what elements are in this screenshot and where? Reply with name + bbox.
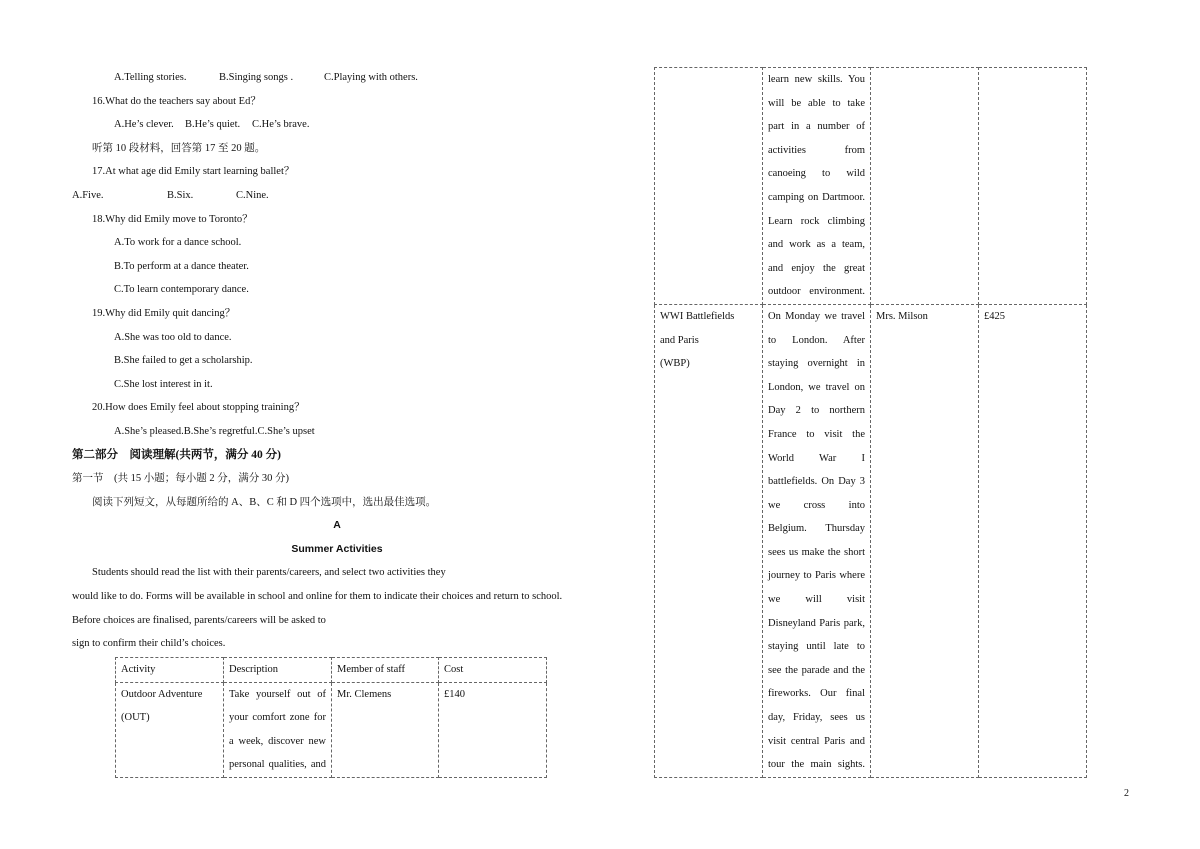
passage-letter: A <box>333 519 341 532</box>
staff-cell: Mr. Clemens <box>332 682 439 777</box>
cost-cell: £140 <box>439 682 547 777</box>
activities-table-continued <box>654 67 1087 778</box>
description-line: Day 2 to northern <box>768 405 865 417</box>
section-one-heading: 第一节 (共 15 小题；每小题 2 分，满分 30 分) <box>72 473 289 485</box>
intro-line: Students should read the list with their parents/careers, and select two activities they <box>92 567 446 579</box>
description-line: day, Friday, sees us <box>768 712 865 724</box>
activity-cell <box>655 304 763 777</box>
description-line: part in a number of <box>768 121 865 133</box>
description-cell <box>763 68 871 305</box>
option: C.To learn contemporary dance. <box>114 284 249 296</box>
activity-code: (WBP) <box>660 358 690 370</box>
option: B.He’s quiet. <box>185 119 241 131</box>
description-line: On Monday we travel <box>768 310 865 322</box>
activity-cell <box>655 68 763 305</box>
left-column <box>72 66 602 656</box>
description-line: journey to Paris where <box>768 570 865 582</box>
option: A.She was too old to dance. <box>114 331 232 343</box>
description-line: Take yourself out of <box>229 688 326 700</box>
q20-options: A.She’s pleased.B.She’s regretful.C.She’s upset <box>114 425 315 437</box>
cost-cell: £425 <box>979 304 1087 777</box>
cost-cell <box>979 68 1087 305</box>
description-line: will be able to take <box>768 97 865 109</box>
description-line: staying overnight in <box>768 358 865 370</box>
description-line: Belgium. Thursday <box>768 523 865 535</box>
table-row <box>116 682 547 777</box>
intro-line: Before choices are finalised, parents/careers will be asked to <box>72 614 326 626</box>
option: B.Singing songs . <box>219 72 294 83</box>
description-line: France to visit the <box>768 428 865 440</box>
activity-code: (OUT) <box>121 712 150 724</box>
header-activity: Activity <box>116 658 224 683</box>
header-description: Description <box>224 658 332 683</box>
part-two-title: 第二部分 阅读理解(共两节，满分 40 分) <box>72 448 281 461</box>
description-line: and work as a team, <box>768 239 865 251</box>
option: C.Playing with others. <box>324 72 418 83</box>
description-line: your comfort zone for <box>229 712 326 724</box>
description-cell <box>224 682 332 777</box>
description-line: see the parade and the <box>768 664 865 676</box>
description-line: learn new skills. You <box>768 74 865 85</box>
header-cost: Cost <box>439 658 547 683</box>
passage-10-instruction: 听第 10 段材料，回答第 17 至 20 题。 <box>92 142 266 154</box>
description-line: London, we travel on <box>768 381 865 393</box>
intro-line: sign to confirm their child’s choices. <box>72 638 226 650</box>
description-line: canoeing to wild <box>768 168 865 180</box>
q17-options <box>72 184 602 208</box>
passage-title: Summer Activities <box>291 542 383 555</box>
intro-line: would like to do. Forms will be available in school and online for them to indicate their choices and return to school. <box>72 591 563 603</box>
description-line: battlefields. On Day 3 <box>768 476 865 488</box>
option: A.Five. <box>72 189 104 201</box>
description-line: personal qualities, and <box>229 759 326 771</box>
description-line: fireworks. Our final <box>768 688 865 700</box>
question-18: 18.Why did Emily move to Toronto？ <box>92 213 253 225</box>
option: A.To work for a dance school. <box>114 237 242 249</box>
description-line: we will visit <box>768 594 865 606</box>
description-line: and enjoy the great <box>768 262 865 274</box>
activity-name: WWI Battlefields <box>660 310 735 322</box>
option: C.Nine. <box>236 189 269 201</box>
q15-options <box>72 66 602 90</box>
option: A.Telling stories. <box>114 72 187 83</box>
description-line: sees us make the short <box>768 546 865 558</box>
option: B.To perform at a dance theater. <box>114 260 249 272</box>
option: A.He’s clever. <box>114 119 174 131</box>
question-17: 17.At what age did Emily start learning ballet？ <box>92 166 295 178</box>
description-line: a week, discover new <box>229 735 326 747</box>
question-16: 16.What do the teachers say about Ed？ <box>92 95 261 107</box>
question-19: 19.Why did Emily quit dancing？ <box>92 307 236 319</box>
activity-cell <box>116 682 224 777</box>
description-line: activities from <box>768 144 865 156</box>
description-cell <box>763 304 871 777</box>
question-20: 20.How does Emily feel about stopping training？ <box>92 402 305 414</box>
description-line: visit central Paris and <box>768 735 865 747</box>
description-line: World War I <box>768 452 865 464</box>
activity-name: and Paris <box>660 334 699 346</box>
description-line: to London. After <box>768 334 865 346</box>
description-line: Disneyland Paris park, <box>768 617 865 629</box>
description-line: we cross into <box>768 499 865 511</box>
description-line: staying until late to <box>768 641 865 653</box>
page-number: 2 <box>1124 788 1129 799</box>
activities-table-start <box>115 657 547 778</box>
staff-cell: Mrs. Milson <box>871 304 979 777</box>
table-header-row <box>116 658 547 683</box>
option: C.She lost interest in it. <box>114 378 213 390</box>
description-line: camping on Dartmoor. <box>768 191 865 203</box>
description-line: Learn rock climbing <box>768 215 865 227</box>
table-row <box>655 68 1087 305</box>
option: B.She failed to get a scholarship. <box>114 355 253 367</box>
reading-instruction: 阅读下列短文，从每题所给的 A、B、C 和 D 四个选项中，选出最佳选项。 <box>92 496 437 508</box>
option: B.Six. <box>167 189 194 201</box>
activity-name: Outdoor Adventure <box>121 688 203 700</box>
staff-cell <box>871 68 979 305</box>
description-line: outdoor environment. <box>768 286 865 298</box>
q16-options <box>72 113 602 137</box>
description-line: tour the main sights. <box>768 759 865 771</box>
header-staff: Member of staff <box>332 658 439 683</box>
table-row <box>655 304 1087 777</box>
option: C.He’s brave. <box>252 119 310 131</box>
